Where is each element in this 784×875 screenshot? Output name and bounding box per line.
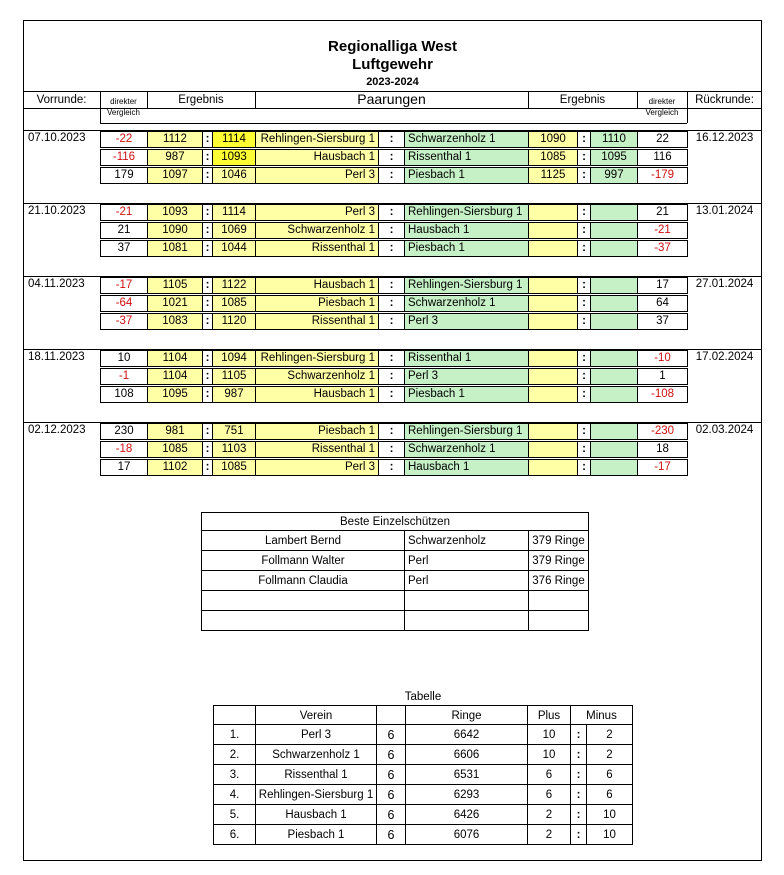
round-date: 04.11.2023 (28, 278, 85, 290)
standing-games: 6 (376, 784, 406, 805)
direct-compare-right: 1 (637, 368, 688, 385)
standing-plus: 10 (527, 724, 571, 745)
away-team: Rehlingen-Siersburg 1 (404, 277, 529, 294)
home-team: Perl 3 (255, 204, 379, 221)
score-home: 1095 (147, 386, 203, 403)
home-team: Rissenthal 1 (255, 240, 379, 257)
standing-ringe: 6293 (405, 784, 528, 805)
score-colon: : (202, 222, 213, 239)
standing-games: 6 (376, 824, 406, 845)
standing-rank: 5. (213, 804, 256, 825)
best-score: 379 Ringe (528, 550, 589, 571)
home-team: Hausbach 1 (255, 277, 379, 294)
standing-colon: : (570, 804, 587, 825)
score-away: 1085 (212, 459, 256, 476)
direct-compare-left: -116 (100, 149, 148, 166)
pair-colon: : (378, 167, 405, 184)
away-team: Hausbach 1 (404, 222, 529, 239)
return-date: 13.01.2024 (695, 205, 754, 217)
return-date: 17.02.2024 (695, 351, 754, 363)
away-team: Perl 3 (404, 368, 529, 385)
standing-rank: 1. (213, 724, 256, 745)
away-team: Rissenthal 1 (404, 149, 529, 166)
away-team: Rehlingen-Siersburg 1 (404, 204, 529, 221)
home-team: Rehlingen-Siersburg 1 (255, 131, 379, 148)
ergebnis-label-left: Ergebnis (178, 94, 224, 106)
score-away: 751 (212, 423, 256, 440)
score-colon: : (202, 441, 213, 458)
return-colon: : (577, 295, 591, 312)
direkt-label-1: direkter (110, 97, 137, 106)
return-date: 27.01.2024 (695, 278, 754, 290)
pair-colon: : (378, 313, 405, 330)
standing-colon: : (570, 744, 587, 765)
return-score-away (590, 240, 638, 257)
standing-minus: 6 (586, 764, 633, 785)
away-team: Piesbach 1 (404, 167, 529, 184)
return-colon: : (577, 368, 591, 385)
pair-colon: : (378, 459, 405, 476)
return-colon: : (577, 350, 591, 367)
standing-club: Perl 3 (255, 724, 377, 745)
return-score-home (528, 240, 578, 257)
direct-compare-right: 21 (637, 204, 688, 221)
return-score-home (528, 386, 578, 403)
score-home: 1104 (147, 368, 203, 385)
standing-colon: : (570, 724, 587, 745)
direkt-label-4: Vergleich (645, 108, 679, 117)
round-date: 02.12.2023 (28, 424, 86, 436)
standing-games: 6 (376, 724, 406, 745)
standings-head-blank (213, 705, 256, 725)
standing-colon: : (570, 824, 587, 845)
direct-compare-right: -230 (637, 423, 688, 440)
return-score-away: 1095 (590, 149, 638, 166)
direct-compare-right: -21 (637, 222, 688, 239)
return-score-away (590, 204, 638, 221)
best-club: Perl (404, 550, 529, 571)
score-away: 1114 (212, 131, 256, 148)
direct-compare-right: -17 (637, 459, 688, 476)
pair-colon: : (378, 240, 405, 257)
direct-compare-right: 37 (637, 313, 688, 330)
ringe-header: Ringe (405, 705, 528, 725)
return-colon: : (577, 459, 591, 476)
home-team: Piesbach 1 (255, 423, 379, 440)
pair-colon: : (378, 131, 405, 148)
direct-compare-right: 22 (637, 131, 688, 148)
return-score-home (528, 222, 578, 239)
home-team: Hausbach 1 (255, 149, 379, 166)
direct-compare-left: 230 (100, 423, 148, 440)
best-club (404, 610, 529, 631)
standing-plus: 6 (527, 764, 571, 785)
score-colon: : (202, 386, 213, 403)
home-team: Schwarzenholz 1 (255, 368, 379, 385)
return-score-home: 1085 (528, 149, 578, 166)
pair-colon: : (378, 204, 405, 221)
score-away: 1085 (212, 295, 256, 312)
minus-header: Minus (570, 705, 633, 725)
pair-colon: : (378, 386, 405, 403)
direct-compare-right: 64 (637, 295, 688, 312)
direct-compare-right: -37 (637, 240, 688, 257)
return-colon: : (577, 386, 591, 403)
best-name (201, 590, 405, 611)
paarungen-label: Paarungen (357, 91, 426, 107)
score-away: 1122 (212, 277, 256, 294)
pair-colon: : (378, 423, 405, 440)
return-score-away (590, 313, 638, 330)
standing-minus: 2 (586, 724, 633, 745)
return-score-home (528, 204, 578, 221)
score-home: 1083 (147, 313, 203, 330)
direct-compare-left: -22 (100, 131, 148, 148)
direct-compare-right: -179 (637, 167, 688, 184)
rueckrunde-label: Rückrunde: (695, 94, 754, 106)
score-away: 1046 (212, 167, 256, 184)
home-team: Rehlingen-Siersburg 1 (255, 350, 379, 367)
return-score-home: 1090 (528, 131, 578, 148)
direct-compare-right: 18 (637, 441, 688, 458)
standing-plus: 2 (527, 804, 571, 825)
standing-minus: 2 (586, 744, 633, 765)
return-score-away (590, 441, 638, 458)
score-home: 1093 (147, 204, 203, 221)
score-away: 1094 (212, 350, 256, 367)
return-colon: : (577, 240, 591, 257)
standing-colon: : (570, 784, 587, 805)
title-line2: Luftgewehr (352, 56, 433, 73)
games-header (376, 705, 406, 725)
return-colon: : (577, 441, 591, 458)
return-score-away: 997 (590, 167, 638, 184)
score-away: 987 (212, 386, 256, 403)
standing-colon: : (570, 764, 587, 785)
standing-rank: 3. (213, 764, 256, 785)
score-colon: : (202, 167, 213, 184)
score-home: 1097 (147, 167, 203, 184)
direct-compare-right: -10 (637, 350, 688, 367)
direct-compare-left: -1 (100, 368, 148, 385)
return-score-home (528, 459, 578, 476)
return-score-home (528, 350, 578, 367)
best-name: Lambert Bernd (201, 530, 405, 551)
standing-ringe: 6076 (405, 824, 528, 845)
score-colon: : (202, 131, 213, 148)
standing-club: Rehlingen-Siersburg 1 (255, 784, 377, 805)
round-date: 18.11.2023 (28, 351, 85, 363)
standing-minus: 6 (586, 784, 633, 805)
pair-colon: : (378, 441, 405, 458)
return-score-home (528, 295, 578, 312)
best-club: Perl (404, 570, 529, 591)
return-colon: : (577, 131, 591, 148)
score-away: 1105 (212, 368, 256, 385)
home-team: Perl 3 (255, 459, 379, 476)
standing-ringe: 6426 (405, 804, 528, 825)
score-colon: : (202, 350, 213, 367)
return-colon: : (577, 204, 591, 221)
score-home: 1081 (147, 240, 203, 257)
score-away: 1103 (212, 441, 256, 458)
direct-compare-left: -18 (100, 441, 148, 458)
pair-colon: : (378, 149, 405, 166)
score-home: 1090 (147, 222, 203, 239)
score-colon: : (202, 313, 213, 330)
direct-compare-left: -21 (100, 204, 148, 221)
standing-rank: 2. (213, 744, 256, 765)
standing-games: 6 (376, 764, 406, 785)
direct-compare-right: 17 (637, 277, 688, 294)
score-away: 1044 (212, 240, 256, 257)
home-team: Rissenthal 1 (255, 441, 379, 458)
return-score-home (528, 423, 578, 440)
score-colon: : (202, 204, 213, 221)
plus-header: Plus (527, 705, 571, 725)
away-team: Schwarzenholz 1 (404, 131, 529, 148)
score-home: 1085 (147, 441, 203, 458)
best-title: Beste Einzelschützen (201, 512, 589, 531)
return-score-home (528, 441, 578, 458)
header-bottom-line-2 (100, 123, 687, 124)
pair-colon: : (378, 295, 405, 312)
return-score-home (528, 313, 578, 330)
score-home: 1021 (147, 295, 203, 312)
score-away: 1069 (212, 222, 256, 239)
title-season: 2023-2024 (366, 76, 419, 88)
return-score-away (590, 423, 638, 440)
return-score-away (590, 295, 638, 312)
standing-rank: 4. (213, 784, 256, 805)
direct-compare-left: 17 (100, 459, 148, 476)
return-score-away: 1110 (590, 131, 638, 148)
standing-plus: 10 (527, 744, 571, 765)
standing-plus: 6 (527, 784, 571, 805)
return-score-away (590, 368, 638, 385)
best-score (528, 610, 589, 631)
return-score-away (590, 222, 638, 239)
score-away: 1114 (212, 204, 256, 221)
standing-plus: 2 (527, 824, 571, 845)
direct-compare-right: 116 (637, 149, 688, 166)
standing-club: Rissenthal 1 (255, 764, 377, 785)
standing-ringe: 6531 (405, 764, 528, 785)
score-home: 1104 (147, 350, 203, 367)
best-score (528, 590, 589, 611)
score-colon: : (202, 423, 213, 440)
home-team: Rissenthal 1 (255, 313, 379, 330)
best-score: 379 Ringe (528, 530, 589, 551)
score-colon: : (202, 149, 213, 166)
score-colon: : (202, 368, 213, 385)
away-team: Rehlingen-Siersburg 1 (404, 423, 529, 440)
return-colon: : (577, 149, 591, 166)
title-line1: Regionalliga West (328, 38, 457, 55)
return-colon: : (577, 313, 591, 330)
direct-compare-left: -37 (100, 313, 148, 330)
score-colon: : (202, 295, 213, 312)
pair-colon: : (378, 222, 405, 239)
header-divider (100, 91, 101, 123)
return-date: 02.03.2024 (695, 424, 754, 436)
return-score-away (590, 277, 638, 294)
standing-ringe: 6606 (405, 744, 528, 765)
standing-rank: 6. (213, 824, 256, 845)
direkt-label-2: Vergleich (107, 108, 140, 117)
direct-compare-left: 21 (100, 222, 148, 239)
pair-colon: : (378, 368, 405, 385)
score-away: 1093 (212, 149, 256, 166)
return-score-away (590, 386, 638, 403)
away-team: Schwarzenholz 1 (404, 295, 529, 312)
score-away: 1120 (212, 313, 256, 330)
best-name (201, 610, 405, 631)
return-score-home: 1125 (528, 167, 578, 184)
away-team: Piesbach 1 (404, 240, 529, 257)
round-date: 07.10.2023 (28, 132, 86, 144)
round-date: 21.10.2023 (28, 205, 86, 217)
standing-club: Piesbach 1 (255, 824, 377, 845)
direct-compare-right: -108 (637, 386, 688, 403)
direct-compare-left: 37 (100, 240, 148, 257)
standing-club: Schwarzenholz 1 (255, 744, 377, 765)
score-home: 1102 (147, 459, 203, 476)
away-team: Rissenthal 1 (404, 350, 529, 367)
score-colon: : (202, 240, 213, 257)
standing-club: Hausbach 1 (255, 804, 377, 825)
vorrunde-label: Vorrunde: (36, 94, 87, 106)
direkt-label-3: direkter (648, 97, 676, 106)
return-score-home (528, 277, 578, 294)
return-colon: : (577, 222, 591, 239)
score-home: 981 (147, 423, 203, 440)
home-team: Piesbach 1 (255, 295, 379, 312)
best-club: Schwarzenholz (404, 530, 529, 551)
away-team: Schwarzenholz 1 (404, 441, 529, 458)
standing-games: 6 (376, 804, 406, 825)
direct-compare-left: 179 (100, 167, 148, 184)
score-home: 1105 (147, 277, 203, 294)
verein-header: Verein (255, 705, 377, 725)
table-title: Tabelle (404, 691, 442, 703)
standing-games: 6 (376, 744, 406, 765)
direct-compare-left: -17 (100, 277, 148, 294)
direct-compare-left: 10 (100, 350, 148, 367)
score-colon: : (202, 459, 213, 476)
return-score-home (528, 368, 578, 385)
score-home: 987 (147, 149, 203, 166)
pair-colon: : (378, 277, 405, 294)
best-score: 376 Ringe (528, 570, 589, 591)
return-colon: : (577, 423, 591, 440)
home-team: Hausbach 1 (255, 386, 379, 403)
score-colon: : (202, 277, 213, 294)
return-score-away (590, 459, 638, 476)
direct-compare-left: -64 (100, 295, 148, 312)
away-team: Hausbach 1 (404, 459, 529, 476)
best-name: Follmann Claudia (201, 570, 405, 591)
ergebnis-label-right: Ergebnis (559, 94, 606, 106)
return-colon: : (577, 277, 591, 294)
best-club (404, 590, 529, 611)
direct-compare-left: 108 (100, 386, 148, 403)
standing-minus: 10 (586, 804, 633, 825)
standing-ringe: 6642 (405, 724, 528, 745)
standing-minus: 10 (586, 824, 633, 845)
return-score-away (590, 350, 638, 367)
away-team: Perl 3 (404, 313, 529, 330)
home-team: Perl 3 (255, 167, 379, 184)
pair-colon: : (378, 350, 405, 367)
return-date: 16.12.2023 (695, 132, 754, 144)
home-team: Schwarzenholz 1 (255, 222, 379, 239)
best-name: Follmann Walter (201, 550, 405, 571)
away-team: Piesbach 1 (404, 386, 529, 403)
score-home: 1112 (147, 131, 203, 148)
return-colon: : (577, 167, 591, 184)
